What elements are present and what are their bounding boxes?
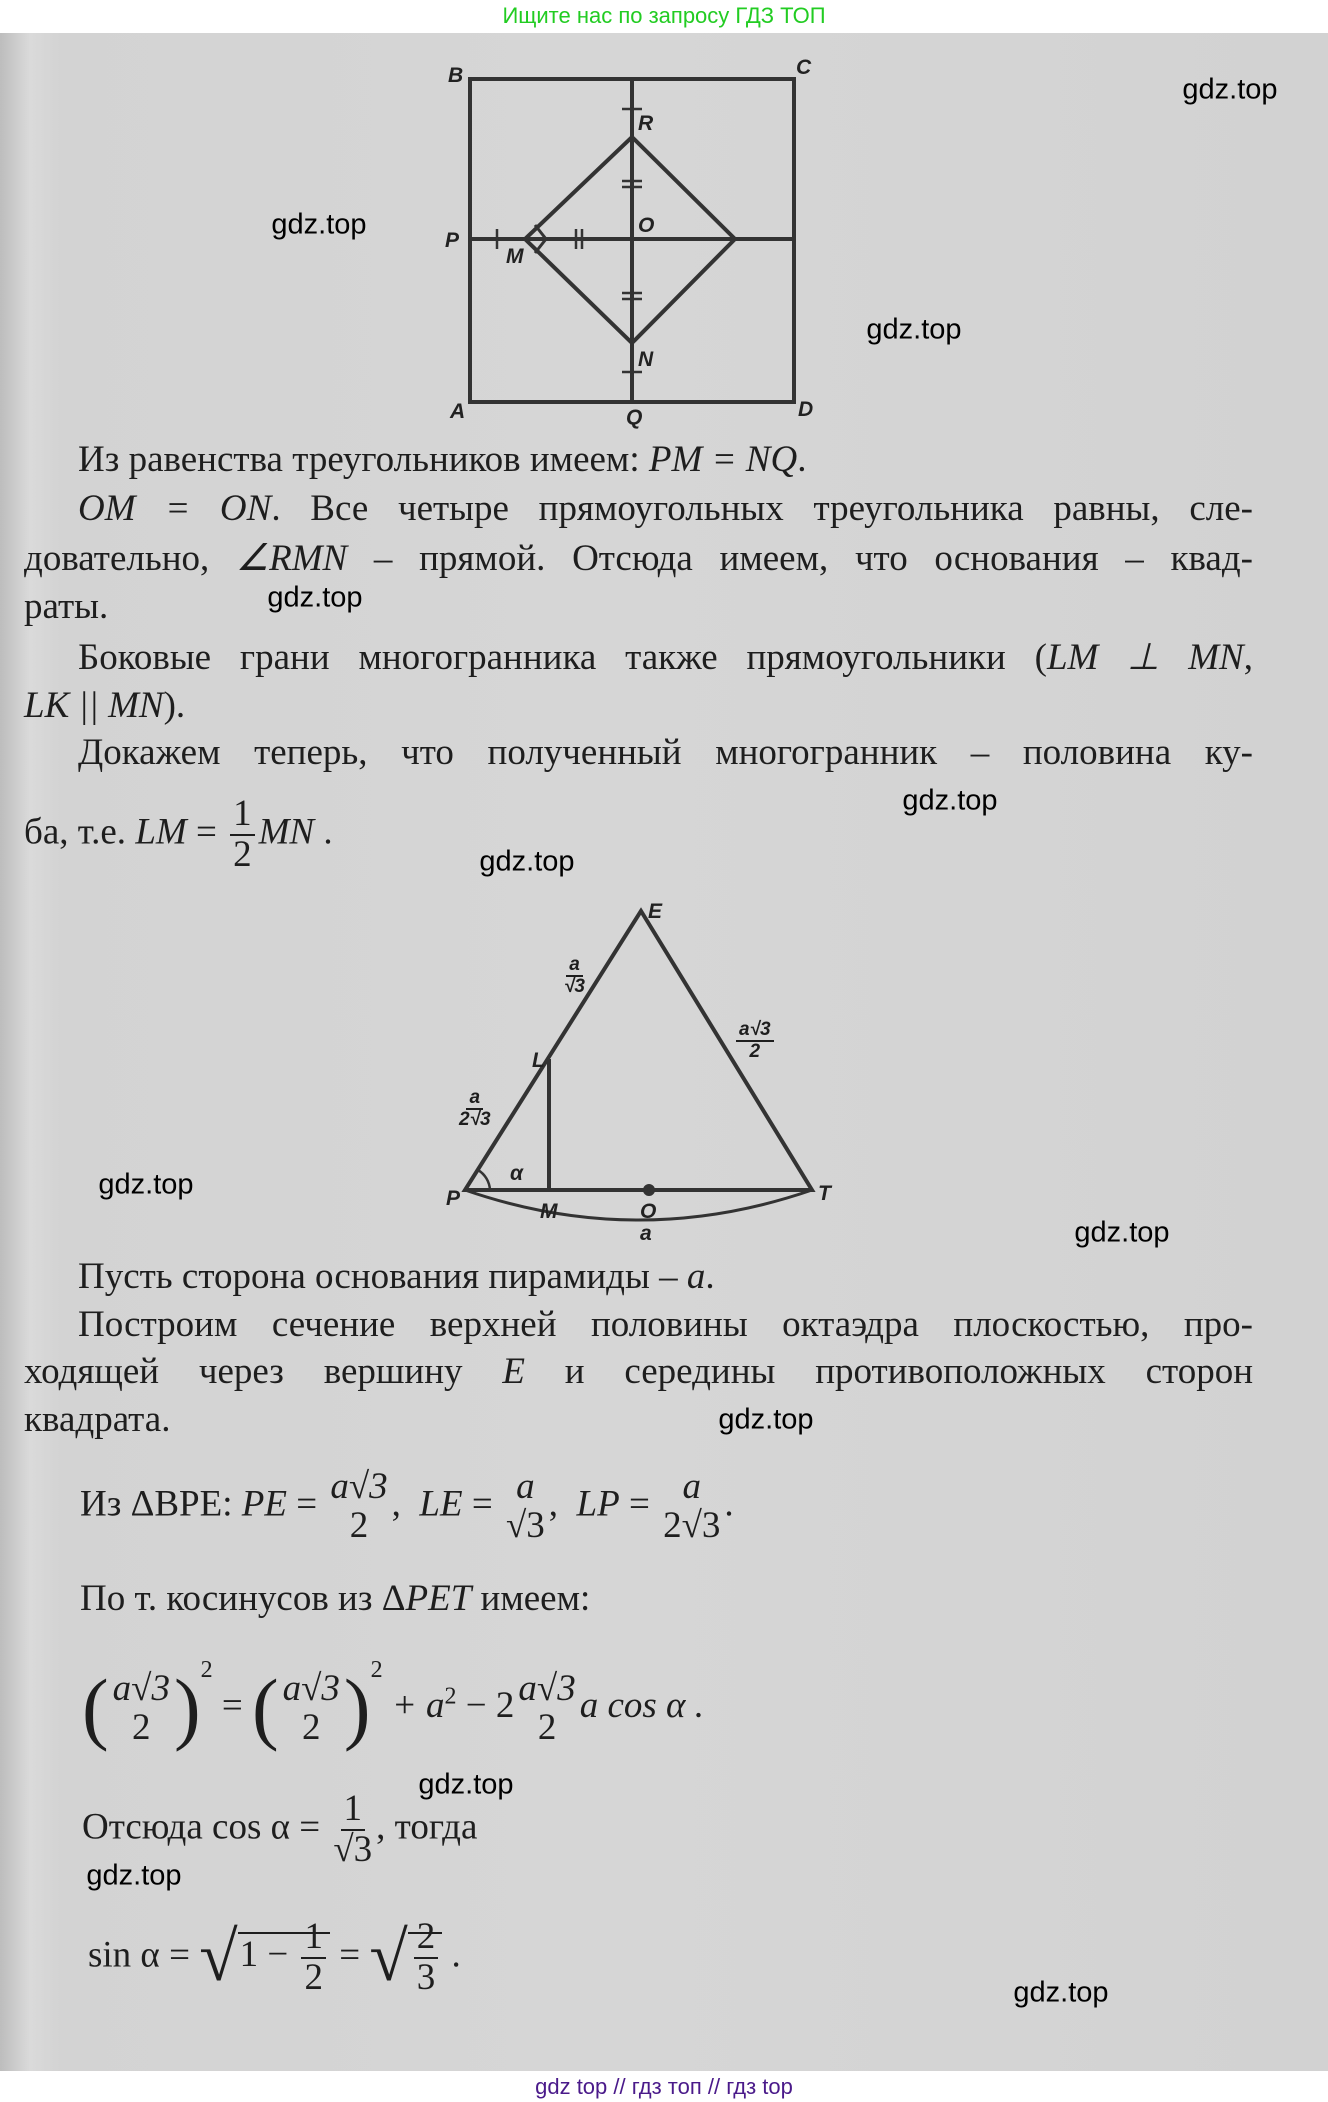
- formula-cosine-law: [82, 1650, 704, 1753]
- fraction: [112, 1667, 170, 1748]
- text: – прямой. Отсюда имеем, что основания – квад-: [347, 538, 1253, 579]
- paragraph-3-line-1: [78, 636, 1253, 680]
- label-c: C: [796, 56, 812, 79]
- fraction-le: [506, 1468, 545, 1546]
- watermark: gdz.top: [418, 1768, 514, 1801]
- label-lp-fraction: [459, 1088, 491, 1130]
- text: =: [329, 1934, 370, 1976]
- math: PM = NQ: [648, 439, 798, 480]
- denominator: √3: [505, 1504, 545, 1546]
- math: ∠RMN: [235, 538, 348, 579]
- paragraph-3-line-2: [24, 684, 185, 728]
- paragraph-6-line-3: квадрата.: [24, 1399, 171, 1440]
- sqrt-sign: √: [369, 1918, 408, 1996]
- label-t: T: [818, 1182, 831, 1205]
- math: a cos α .: [579, 1685, 704, 1726]
- radicand: [238, 1916, 330, 1998]
- text: Отсюда cos α =: [82, 1806, 330, 1848]
- text: .: [314, 811, 333, 853]
- fraction-pe: [330, 1468, 387, 1546]
- numerator: a: [566, 955, 583, 977]
- numerator: a√3: [282, 1667, 340, 1709]
- watermark: gdz.top: [902, 784, 998, 817]
- text: довательно,: [24, 538, 236, 579]
- watermark: gdz.top: [718, 1403, 814, 1436]
- denominator: 2: [749, 1040, 761, 1062]
- label-m: M: [506, 245, 524, 268]
- fraction-lp: [663, 1468, 720, 1546]
- exponent: 2: [200, 1657, 213, 1683]
- math: + a: [391, 1685, 445, 1726]
- paren: ): [343, 1664, 371, 1753]
- label-r: R: [638, 112, 654, 135]
- watermark: gdz.top: [866, 313, 962, 346]
- text: ходящей через вершину: [24, 1351, 503, 1392]
- fraction: [282, 1667, 340, 1748]
- paragraph-2-line-3: раты.: [24, 586, 109, 627]
- watermark: gdz.top: [1074, 1216, 1170, 1249]
- watermark: gdz.top: [271, 208, 367, 241]
- denominator: 2: [304, 1956, 323, 1998]
- top-banner[interactable]: Ищите нас по запросу ГДЗ ТОП: [502, 3, 826, 28]
- denominator: 2: [349, 1504, 369, 1546]
- text: .: [705, 1256, 715, 1297]
- numerator: a√3: [112, 1667, 170, 1709]
- label-alpha: α: [510, 1162, 524, 1185]
- math: PE: [241, 1483, 287, 1525]
- text: =: [286, 1483, 327, 1525]
- sqrt-sign: √: [199, 1918, 238, 1996]
- math: LM ⊥ MN: [1046, 637, 1244, 678]
- denominator: 2√3: [459, 1108, 491, 1130]
- exponent: 2: [370, 1657, 383, 1683]
- label-a-base: a: [640, 1222, 652, 1245]
- watermark: gdz.top: [86, 1859, 182, 1892]
- numerator: a: [466, 1088, 483, 1110]
- denominator: 2: [132, 1706, 151, 1748]
- label-e: E: [648, 900, 663, 923]
- math: LP: [576, 1483, 620, 1525]
- paragraph-6-line-2: [24, 1350, 1253, 1394]
- paren: (: [82, 1664, 109, 1753]
- paragraph-7: [80, 1577, 590, 1621]
- formula-sides: [80, 1468, 734, 1546]
- text: 1 −: [239, 1934, 298, 1976]
- numerator: a√3: [330, 1466, 388, 1507]
- denominator: √3: [333, 1828, 373, 1870]
- text: =: [462, 1483, 502, 1525]
- text: Боковые грани многогранника также прямоугольники (: [78, 637, 1047, 678]
- text: sin α =: [88, 1934, 200, 1976]
- fraction: [333, 1790, 372, 1870]
- math: PET: [405, 1578, 472, 1619]
- text: Из равенства треугольников имеем:: [78, 439, 649, 480]
- text: Пусть сторона основания пирамиды –: [78, 1256, 687, 1297]
- label-d: D: [798, 398, 814, 421]
- math: a: [686, 1256, 706, 1297]
- math: LK || MN: [24, 685, 164, 726]
- text: Из ΔBPE:: [80, 1483, 233, 1525]
- label-p: P: [445, 229, 460, 252]
- text: имеем:: [471, 1578, 591, 1619]
- label-le-fraction: [564, 955, 585, 997]
- label-o2: O: [640, 1200, 657, 1223]
- math: OM = ON: [78, 488, 272, 529]
- math: LM: [135, 811, 187, 853]
- formula-sin: [88, 1918, 461, 1998]
- paren: ): [173, 1664, 201, 1753]
- text: По т. косинусов из Δ: [80, 1578, 406, 1619]
- bottom-banner[interactable]: gdz top // гдз топ // гдз top: [535, 2074, 793, 2099]
- text: . Все четыре прямоугольных треугольника равны, сле-: [271, 488, 1253, 529]
- watermark: gdz.top: [1013, 1976, 1109, 2009]
- text: ).: [163, 685, 186, 726]
- math: MN: [258, 811, 315, 853]
- watermark: gdz.top: [267, 581, 363, 614]
- paragraph-2-line-2: [24, 537, 1253, 581]
- text: ,: [1243, 637, 1253, 678]
- numerator: 1: [230, 795, 255, 836]
- watermark: gdz.top: [1182, 73, 1278, 106]
- math: LE: [419, 1483, 463, 1525]
- text: − 2: [465, 1685, 515, 1726]
- text: и середины противоположных сторон: [524, 1351, 1253, 1392]
- text: , тогда: [376, 1806, 478, 1848]
- label-pe-fraction: [736, 1020, 774, 1062]
- numerator: a√3: [518, 1667, 576, 1709]
- paragraph-2-line-1: [78, 487, 1253, 531]
- text: .: [442, 1934, 461, 1976]
- fraction: [518, 1667, 576, 1748]
- radicand: [408, 1916, 443, 1998]
- math: E: [502, 1351, 525, 1392]
- denominator: √3: [564, 975, 585, 997]
- text: =: [221, 1685, 243, 1726]
- label-q: Q: [626, 406, 643, 429]
- fraction: [414, 1918, 439, 1998]
- denominator: 2: [233, 833, 252, 875]
- exponent: 2: [444, 1683, 457, 1710]
- label-p2: P: [446, 1187, 461, 1210]
- label-a: A: [450, 400, 466, 423]
- paragraph-4-line-1: Докажем теперь, что полученный многогранник – половина ку-: [78, 732, 1253, 773]
- denominator: 3: [416, 1956, 436, 1998]
- label-b: B: [448, 64, 464, 87]
- text: =: [186, 811, 227, 853]
- numerator: a: [516, 1466, 535, 1507]
- fraction-one-half: [230, 795, 255, 875]
- paragraph-4-line-2: [24, 795, 333, 875]
- denominator: 2: [302, 1706, 321, 1748]
- label-l: L: [532, 1049, 545, 1072]
- formula-cos: [82, 1790, 477, 1870]
- text: ,: [548, 1483, 559, 1525]
- text: .: [724, 1483, 734, 1525]
- text: ,: [391, 1483, 401, 1525]
- numerator: a√3: [736, 1020, 774, 1042]
- numerator: a: [682, 1466, 702, 1507]
- fraction: [301, 1918, 326, 1998]
- numerator: 1: [341, 1790, 366, 1831]
- label-o: O: [638, 214, 655, 237]
- paren: (: [251, 1664, 279, 1753]
- paragraph-6-line-1: Построим сечение верхней половины октаэдра плоскостью, про-: [78, 1304, 1253, 1345]
- paragraph-1: [78, 438, 806, 482]
- text: ба, т.е.: [24, 811, 136, 853]
- paragraph-5: [78, 1255, 715, 1299]
- label-m2: M: [540, 1200, 558, 1223]
- numerator: 1: [301, 1918, 326, 1959]
- label-n: N: [638, 348, 654, 371]
- text: .: [797, 439, 807, 480]
- watermark: gdz.top: [98, 1168, 194, 1201]
- denominator: 2: [537, 1706, 557, 1748]
- text: =: [619, 1483, 660, 1525]
- watermark: gdz.top: [479, 845, 575, 878]
- numerator: 2: [414, 1918, 439, 1959]
- denominator: 2√3: [663, 1504, 721, 1546]
